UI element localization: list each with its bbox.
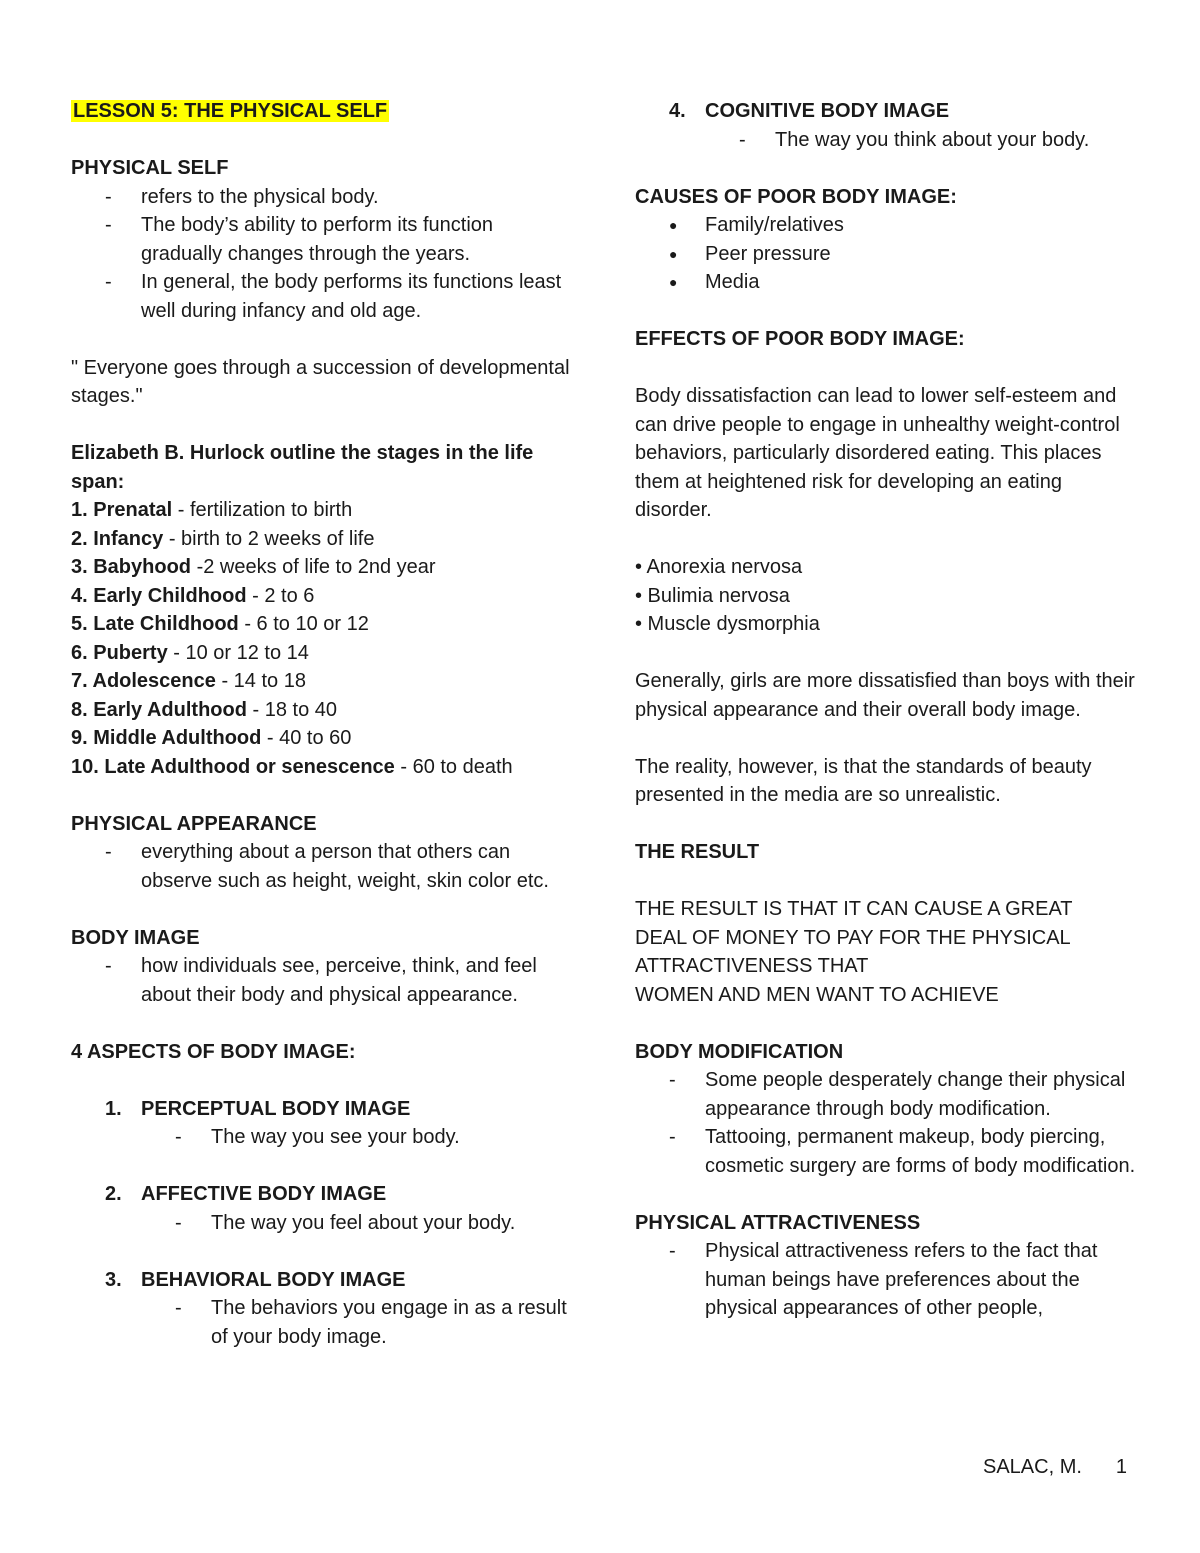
stages-heading: Elizabeth B. Hurlock outline the stages in the life span:	[71, 442, 534, 493]
body-image-heading: BODY IMAGE	[71, 926, 200, 949]
aspect-desc: - The way you feel about your body.	[175, 1211, 516, 1234]
stage-item: 1. Prenatal - fertilization to birth	[71, 499, 353, 521]
effects-heading: EFFECTS OF POOR BODY IMAGE:	[635, 328, 965, 350]
left-column	[71, 97, 571, 1351]
list-item: - Physical attractiveness refers to the fact that human beings have preferences about the physical appearances of other people,	[669, 1240, 1098, 1319]
stage-item: 8. Early Adulthood - 18 to 40	[71, 698, 337, 721]
causes-heading: CAUSES OF POOR BODY IMAGE:	[635, 185, 957, 208]
list-item: - everything about a person that others can observe such as height, weight, skin color etc.	[105, 841, 549, 892]
list-item: - Tattooing, permanent makeup, body piercing, cosmetic surgery are forms of body modification.	[669, 1126, 1136, 1177]
aspect-desc: - The way you see your body.	[175, 1126, 460, 1148]
result-line: WOMEN AND MEN WANT TO ACHIEVE	[635, 983, 999, 1006]
stage-item: 5. Late Childhood - 6 to 10 or 12	[71, 613, 369, 635]
stage-item: 4. Early Childhood - 2 to 6	[71, 584, 315, 607]
list-item: - The body’s ability to perform its function gradually changes through the years.	[105, 214, 494, 265]
aspects-heading: 4 ASPECTS OF BODY IMAGE:	[71, 1040, 356, 1063]
list-item: - how individuals see, perceive, think, and feel about their body and physical appearance.	[105, 955, 537, 1006]
quote: " Everyone goes through a succession of developmental stages."	[71, 356, 570, 407]
effects-paragraph-3: The reality, however, is that the standards of beauty presented in the media are so unrealistic.	[635, 755, 1092, 806]
aspect-desc: - The behaviors you engage in as a result of your body image.	[175, 1297, 567, 1348]
aspect-title: 2. AFFECTIVE BODY IMAGE	[105, 1183, 387, 1205]
right-column	[635, 97, 1140, 1323]
footer-author: SALAC, M.	[983, 1456, 1082, 1478]
stage-item: 7. Adolescence - 14 to 18	[71, 670, 306, 692]
physical-self-heading: PHYSICAL SELF	[71, 157, 229, 179]
effects-paragraph-2: Generally, girls are more dissatisfied than boys with their physical appearance and their overall body image.	[635, 670, 1135, 721]
aspect-title: 3. BEHAVIORAL BODY IMAGE	[105, 1268, 406, 1291]
page-footer	[983, 1453, 1127, 1482]
aspect-desc: - The way you think about your body.	[739, 128, 1090, 151]
effects-paragraph: Body dissatisfaction can lead to lower self-esteem and can drive people to engage in unhealthy weight-control behaviors, particularly disordered eating. This places them at heightened risk for developing an eating disorder.	[635, 385, 1120, 521]
lesson-title	[71, 97, 571, 126]
list-item: ● Family/relatives	[669, 214, 844, 236]
list-item: ● Peer pressure	[669, 242, 831, 265]
stage-item: 10. Late Adulthood or senescence - 60 to death	[71, 755, 513, 778]
attractiveness-heading: PHYSICAL ATTRACTIVENESS	[635, 1211, 921, 1234]
body-modification-heading: BODY MODIFICATION	[635, 1040, 844, 1063]
disorder-item: • Muscle dysmorphia	[635, 613, 820, 635]
list-item: - refers to the physical body.	[105, 185, 379, 208]
page-number: 1	[1115, 1456, 1128, 1478]
aspect-title: 1. PERCEPTUAL BODY IMAGE	[105, 1097, 411, 1120]
result-heading: THE RESULT	[635, 841, 760, 863]
disorder-item: • Bulimia nervosa	[635, 584, 790, 607]
lesson-title-highlight: LESSON 5: THE PHYSICAL SELF	[73, 100, 388, 122]
stage-item: 9. Middle Adulthood - 40 to 60	[71, 727, 352, 749]
stage-item: 6. Puberty - 10 or 12 to 14	[71, 641, 309, 664]
result-line: ATTRACTIVENESS THAT	[635, 955, 869, 977]
list-item: - Some people desperately change their physical appearance through body modification.	[669, 1069, 1126, 1120]
stage-item: 3. Babyhood -2 weeks of life to 2nd year	[71, 556, 436, 578]
list-item: - In general, the body performs its functions least well during infancy and old age.	[105, 271, 562, 322]
result-line: DEAL OF MONEY TO PAY FOR THE PHYSICAL	[635, 926, 1071, 949]
disorder-item: • Anorexia nervosa	[635, 556, 803, 578]
result-line: THE RESULT IS THAT IT CAN CAUSE A GREAT	[635, 898, 1073, 920]
list-item: ● Media	[669, 271, 760, 293]
stage-item: 2. Infancy - birth to 2 weeks of life	[71, 527, 375, 550]
aspect-title: 4. COGNITIVE BODY IMAGE	[669, 100, 950, 122]
physical-appearance-heading: PHYSICAL APPEARANCE	[71, 812, 317, 835]
